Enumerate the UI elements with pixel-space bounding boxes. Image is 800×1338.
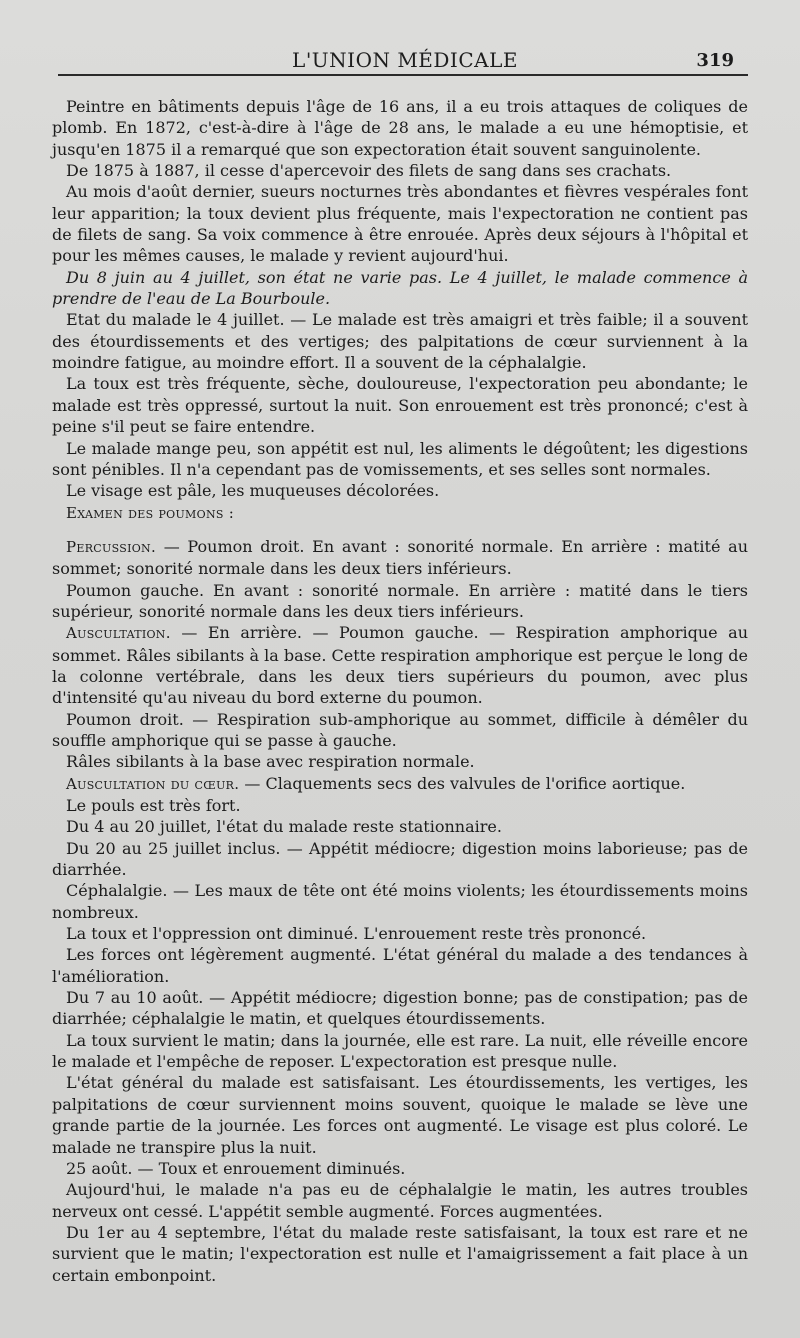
paragraph bbox=[52, 709, 748, 752]
paragraph bbox=[52, 1030, 748, 1073]
section-gap bbox=[52, 524, 748, 536]
paragraph-text: Au mois d'août dernier, sueurs nocturnes très abondantes et fièvres vespérales font leur apparition; la toux devient plus fréquente, mais l'expectoration ne contient pas de filets de sang. Sa voix commence à être enrouée. Après deux séjours à l'hôpital et pour les mêmes causes, le malade y revient aujourd'hui. bbox=[52, 182, 748, 266]
paragraph-text: La toux et l'oppression ont diminué. L'enrouement reste très prononcé. bbox=[66, 924, 647, 944]
paragraph bbox=[52, 1179, 748, 1222]
paragraph-text: Du 7 au 10 août. — Appétit médiocre; digestion bonne; pas de constipation; pas de diarrhée; céphalalgie le matin, et quelques étourdissements. bbox=[52, 988, 748, 1029]
paragraph bbox=[52, 309, 748, 373]
paragraph-text: Du 4 au 20 juillet, l'état du malade reste stationnaire. bbox=[66, 817, 502, 837]
paragraph-text: Les forces ont légèrement augmenté. L'état général du malade a des tendances à l'amélioration. bbox=[52, 945, 748, 986]
running-title: L'UNION MÉDICALE bbox=[292, 48, 518, 72]
paragraph-text: L'état général du malade est satisfaisant. Les étourdissements, les vertiges, les palpitations de cœur surviennent moins souvent, quoique le malade se lève une grande partie de la journée. Les forces ont augmenté. Le visage est plus coloré. Le malade ne transpire plus la nuit. bbox=[52, 1073, 748, 1157]
paragraph bbox=[52, 96, 748, 160]
article-body bbox=[52, 96, 748, 1286]
section-heading bbox=[52, 502, 748, 524]
paragraph-text: Aujourd'hui, le malade n'a pas eu de céphalalgie le matin, les autres troubles nerveux ont cessé. L'appétit semble augmenté. Forces augmentées. bbox=[52, 1180, 748, 1221]
paragraph-text: — En arrière. — Poumon gauche. — Respiration amphorique au sommet. Râles sibilants à la base. Cette respiration amphorique est perçue le long de la colonne vertébrale, dans les deux tiers supérieurs du poumon, avec plus d'intensité qu'au niveau du bord externe du poumon. bbox=[52, 623, 748, 708]
paragraph bbox=[52, 181, 748, 266]
paragraph bbox=[52, 880, 748, 923]
paragraph bbox=[52, 773, 748, 795]
paragraph bbox=[52, 267, 748, 310]
paragraph-text: Le malade mange peu, son appétit est nul, les aliments le dégoûtent; les digestions sont pénibles. Il n'a cependant pas de vomissements, et ses selles sont normales. bbox=[52, 438, 748, 479]
paragraph bbox=[52, 987, 748, 1030]
paragraph bbox=[52, 944, 748, 987]
paragraph-text: — Poumon droit. En avant : sonorité normale. En arrière : matité au sommet; sonorité normale dans les deux tiers inférieurs. bbox=[52, 536, 748, 579]
paragraph bbox=[52, 160, 748, 181]
paragraph bbox=[52, 816, 748, 837]
header-rule bbox=[58, 74, 748, 76]
paragraph-text: Du 8 juin au 4 juillet, son état ne varie pas. Le 4 juillet, le malade commence à prendre de l'eau de La Bourboule. bbox=[52, 267, 748, 309]
paragraph-text: La toux survient le matin; dans la journée, elle est rare. La nuit, elle réveille encore le malade et l'empêche de reposer. L'expectoration est presque nulle. bbox=[52, 1030, 748, 1072]
paragraph-text: 25 août. — Toux et enrouement diminués. bbox=[66, 1158, 406, 1178]
paragraph bbox=[52, 1072, 748, 1157]
paragraph bbox=[52, 923, 748, 944]
paragraph-text: Poumon droit. — Respiration sub-amphorique au sommet, difficile à démêler du souffle amphorique qui se passe à gauche. bbox=[52, 709, 748, 750]
paragraph bbox=[52, 536, 748, 580]
paragraph-label: Auscultation. bbox=[66, 624, 171, 643]
paragraph-text: Céphalalgie. — Les maux de tête ont été moins violents; les étourdissements moins nombreux. bbox=[52, 881, 748, 922]
paragraph-label: Percussion. bbox=[66, 537, 157, 556]
paragraph-text: Du 20 au 25 juillet inclus. — Appétit médiocre; digestion moins laborieuse; pas de diarrhée. bbox=[52, 838, 748, 880]
paragraph-text: Peintre en bâtiments depuis l'âge de 16 ans, il a eu trois attaques de coliques de plomb. En 1872, c'est-à-dire à l'âge de 28 ans, le malade a eu une hémoptisie, et jusqu'en 1875 il a remarqué que son expectoration était souvent sanguinolente. bbox=[52, 97, 748, 159]
paragraph-text: Râles sibilants à la base avec respiration normale. bbox=[66, 752, 475, 772]
paragraph-text: Le visage est pâle, les muqueuses décolorées. bbox=[66, 481, 440, 501]
paragraph bbox=[52, 622, 748, 708]
paragraph-text: Du 1er au 4 septembre, l'état du malade reste satisfaisant, la toux est rare et ne survient que le matin; l'expectoration est nulle et l'amaigrissement a fait place à un certain embonpoint. bbox=[52, 1222, 748, 1285]
paragraph bbox=[52, 580, 748, 623]
paragraph bbox=[52, 795, 748, 816]
paragraph-text: Poumon gauche. En avant : sonorité normale. En arrière : matité dans le tiers supérieur, sonorité normale dans les deux tiers inférieurs. bbox=[52, 580, 748, 621]
paragraph bbox=[52, 751, 748, 772]
paragraph bbox=[52, 373, 748, 437]
paragraph bbox=[52, 838, 748, 881]
page-number: 319 bbox=[696, 50, 734, 71]
paragraph-text: Le pouls est très fort. bbox=[66, 796, 241, 815]
paragraph-text: De 1875 à 1887, il cesse d'apercevoir des filets de sang dans ses crachats. bbox=[66, 161, 672, 181]
paragraph bbox=[52, 438, 748, 481]
paragraph bbox=[52, 1222, 748, 1286]
page-header bbox=[60, 48, 750, 76]
paragraph bbox=[52, 1158, 748, 1179]
paragraph bbox=[52, 480, 748, 501]
paragraph-text: La toux est très fréquente, sèche, douloureuse, l'expectoration peu abondante; le malade est très oppressé, surtout la nuit. Son enrouement est très prononcé; c'est à peine s'il peut se faire entendre. bbox=[52, 374, 748, 437]
paragraph-label: Auscultation du cœur. bbox=[66, 774, 240, 793]
paragraph-text: — Claquements secs des valvules de l'orifice aortique. bbox=[239, 773, 686, 793]
paragraph-text: Etat du malade le 4 juillet. — Le malade est très amaigri et très faible; il a souvent des étourdissements et des vertiges; des palpitations de cœur surviennent à la moindre fatigue, au moindre effort. Il a souvent de la céphalalgie. bbox=[52, 310, 748, 373]
paragraph-label: Examen des poumons : bbox=[66, 503, 235, 522]
